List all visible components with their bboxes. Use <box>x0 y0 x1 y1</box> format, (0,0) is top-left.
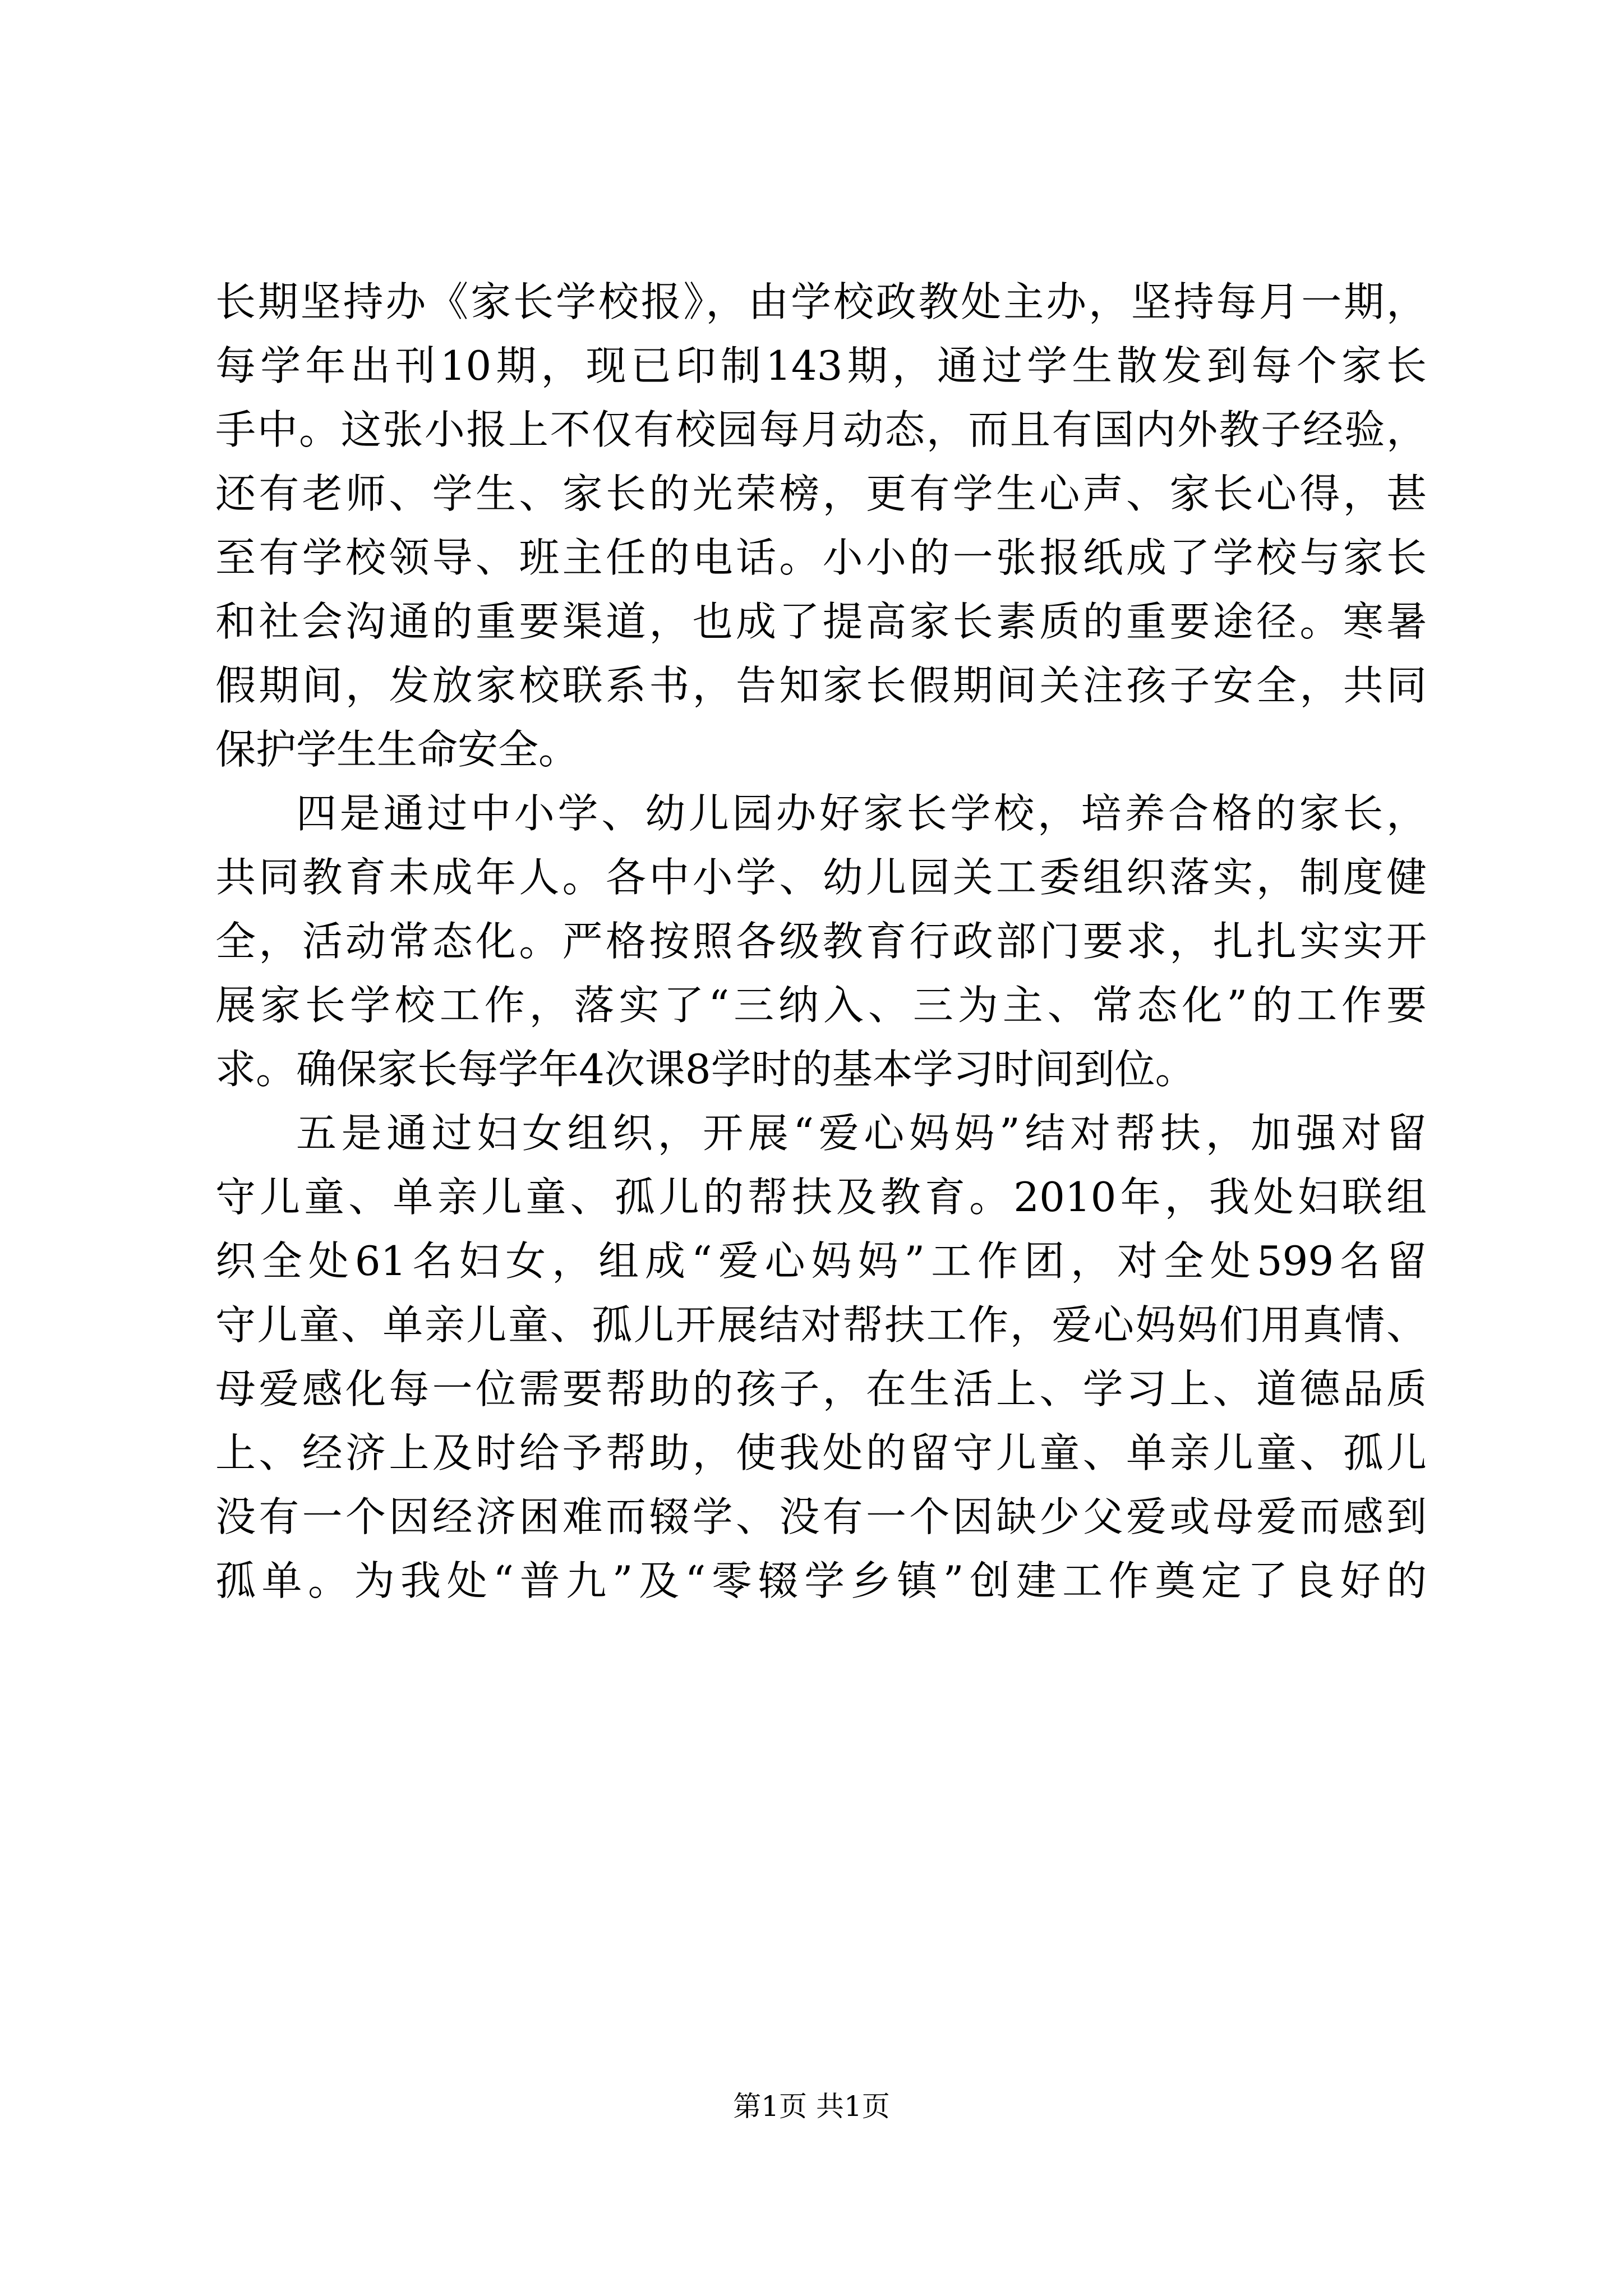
paragraph-line: 还有老师、学生、家长的光荣榜，更有学生心声、家长心得，甚 <box>215 470 1427 517</box>
paragraph-line: 全，活动常态化。严格按照各级教育行政部门要求，扎扎实实开 <box>215 918 1427 965</box>
paragraph-line: 至有学校领导、班主任的电话。小小的一张报纸成了学校与家长 <box>215 534 1427 581</box>
page-footer <box>0 2087 1623 2126</box>
paragraph-line: 展家长学校工作，落实了“三纳入、三为主、常态化”的工作要 <box>215 982 1427 1029</box>
paragraph-line: 假期间，发放家校联系书，告知家长假期间关注孩子安全，共同 <box>215 662 1427 709</box>
paragraph-line: 保护学生生命安全。 <box>215 726 579 773</box>
paragraph-line: 五是通过妇女组织，开展“爱心妈妈”结对帮扶，加强对留 <box>296 1110 1427 1157</box>
paragraph-line: 长期坚持办《家长学校报》，由学校政教处主办，坚持每月一期， <box>215 278 1427 325</box>
paragraph-line: 共同教育未成年人。各中小学、幼儿园关工委组织落实，制度健 <box>215 854 1427 901</box>
paragraph-line: 上、经济上及时给予帮助，使我处的留守儿童、单亲儿童、孤儿 <box>215 1429 1427 1476</box>
paragraph-line: 孤单。为我处“普九”及“零辍学乡镇”创建工作奠定了良好的 <box>215 1557 1427 1604</box>
paragraph-line: 手中。这张小报上不仅有校园每月动态，而且有国内外教子经验， <box>215 406 1427 453</box>
paragraph-line: 没有一个因经济困难而辍学、没有一个因缺少父爱或母爱而感到 <box>215 1493 1427 1540</box>
page-number-label: 第1页 共1页 <box>733 2090 890 2123</box>
document-body <box>215 270 1427 1613</box>
paragraph-line: 每学年出刊10期，现已印制143期，通过学生散发到每个家长 <box>215 342 1427 389</box>
paragraph-line: 守儿童、单亲儿童、孤儿开展结对帮扶工作，爱心妈妈们用真情、 <box>215 1301 1427 1349</box>
paragraph-line: 和社会沟通的重要渠道，也成了提高家长素质的重要途径。寒暑 <box>215 598 1427 645</box>
paragraph-line: 织全处61名妇女，组成“爱心妈妈”工作团，对全处599名留 <box>215 1237 1427 1285</box>
paragraph-line: 母爱感化每一位需要帮助的孩子，在生活上、学习上、道德品质 <box>215 1365 1427 1412</box>
paragraph-line: 守儿童、单亲儿童、孤儿的帮扶及教育。2010年，我处妇联组 <box>215 1174 1427 1221</box>
paragraph-line: 四是通过中小学、幼儿园办好家长学校，培养合格的家长， <box>296 790 1427 837</box>
paragraph-line: 求。确保家长每学年4次课8学时的基本学习时间到位。 <box>215 1046 1196 1093</box>
